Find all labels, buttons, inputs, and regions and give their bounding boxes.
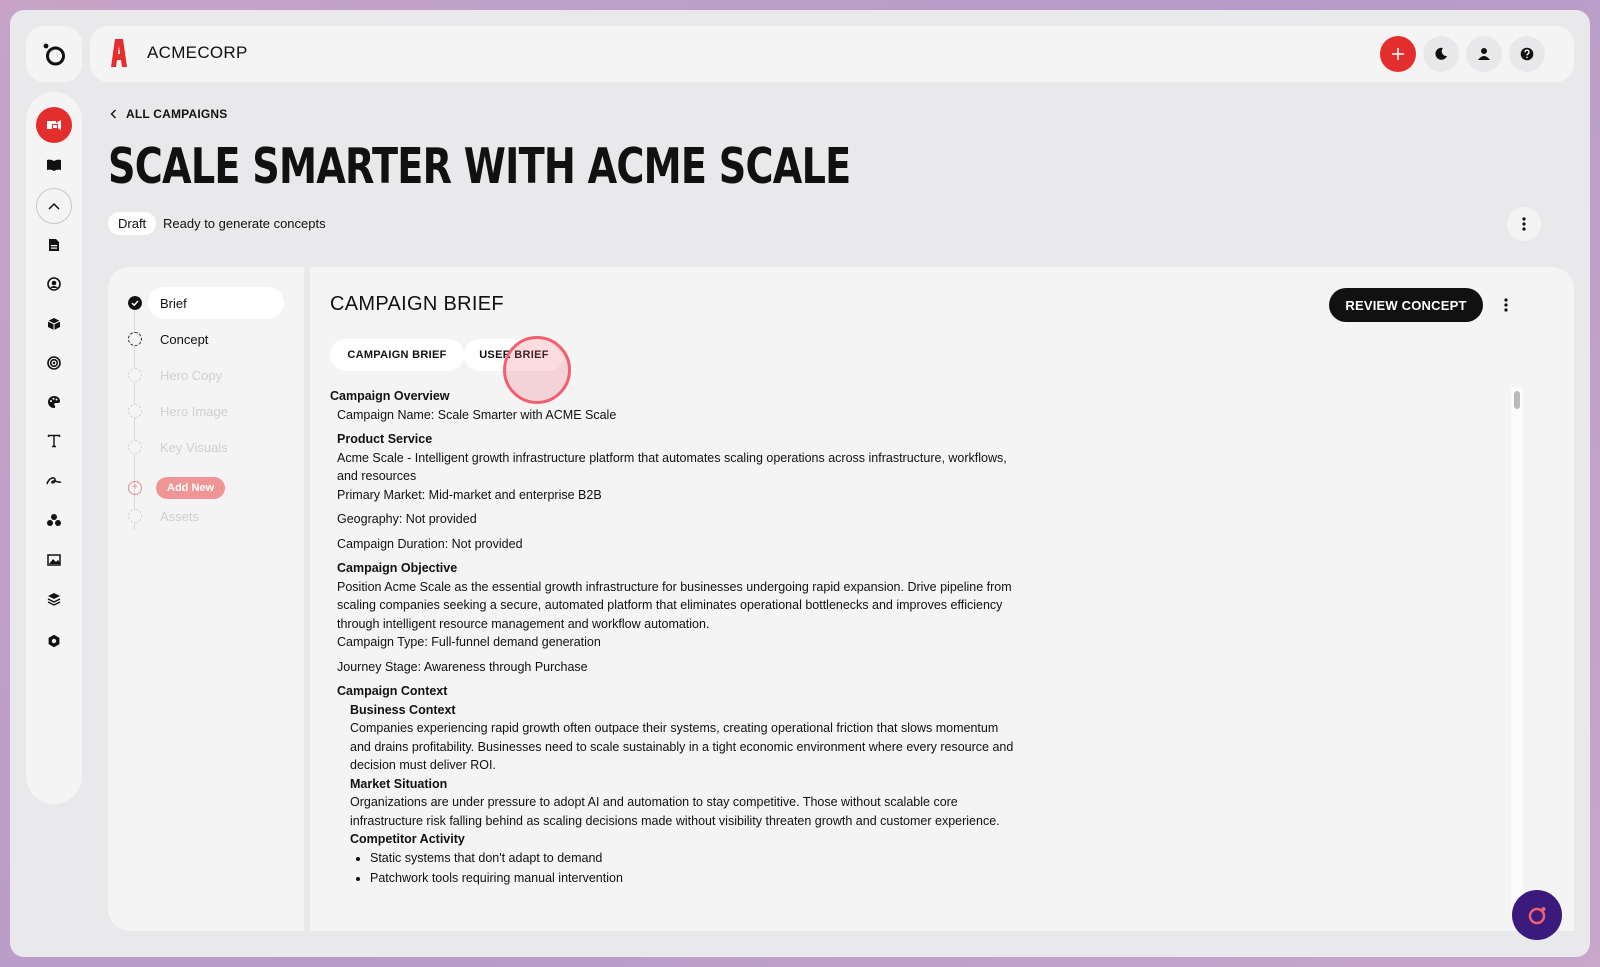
brand-logo-icon [110,38,128,68]
steps-panel [108,267,304,931]
sidebar-item-library[interactable] [36,147,72,183]
product-description: Acme Scale - Intelligent growth infrastructure platform that automates scaling operations across infrastructure, workflows, and resources [337,450,1007,483]
step-hero-image [128,395,284,427]
create-button[interactable] [1380,36,1416,72]
sidebar-item-typography[interactable] [36,423,72,459]
step-label: Brief [160,295,187,311]
help-icon [1520,47,1534,61]
objective-description: Position Acme Scale as the essential growth infrastructure for businesses undergoing rapid expansion. Drive pipeline from scaling companies seeking a secure, automated platform that eliminates operational bottlenecks and improves efficiency through intelligent resource management and workflow automation. [337,579,1012,631]
disabled-step-icon [128,368,142,382]
campaign-type-text: Campaign Type: Full-funnel demand generation [337,635,601,649]
sidebar-item-goals[interactable] [36,345,72,381]
disabled-step-icon [128,509,142,523]
sidebar-item-settings[interactable] [36,623,72,659]
list-item: • Patchwork tools requiring manual intervention [370,869,1020,888]
top-bar [90,26,1574,82]
profile-button[interactable] [1466,36,1502,72]
assistant-icon [1525,903,1549,927]
scrollbar-thumb[interactable] [1514,391,1520,409]
book-icon [46,158,62,172]
assistant-button[interactable] [1512,890,1562,940]
sidebar [26,92,82,804]
plus-icon [1391,47,1405,61]
brief-panel [310,267,1574,931]
click-indicator [503,336,571,404]
step-brief[interactable] [128,287,284,319]
brief-content [330,387,1020,890]
layers-icon [47,592,61,606]
step-label: Hero Image [160,403,228,419]
business-context-text: Companies experiencing rapid growth often outpace their systems, creating operational friction that slows momentum and drains profitability. Businesses need to scale sustainably in a tight economic environment where every resource and decision must deliver ROI. [350,721,1014,772]
palette-icon [47,395,61,409]
panel-more-button[interactable] [1489,288,1523,322]
back-link-label: ALL CAMPAIGNS [126,107,228,121]
step-hero-copy [128,359,284,391]
brand-name: ACMECORP [147,43,248,62]
section-heading: Campaign Context [337,684,448,698]
step-key-visuals [128,431,284,463]
user-circle-icon [47,277,61,291]
sidebar-collapse-toggle[interactable] [36,188,72,224]
pending-step-icon [128,332,142,346]
app-logo[interactable] [26,26,82,82]
sidebar-item-audiences[interactable] [36,502,72,538]
signature-icon [46,474,62,488]
sidebar-item-voice[interactable] [36,463,72,499]
theme-toggle-button[interactable] [1423,36,1459,72]
chevron-up-icon [48,202,60,210]
campaigns-icon [46,118,62,132]
primary-market-text: Primary Market: Mid-market and enterprise B2B [337,487,602,502]
tab-user-brief[interactable]: USER BRIEF [464,339,564,371]
step-label: Key Visuals [160,439,228,455]
help-button[interactable] [1509,36,1545,72]
sidebar-item-images[interactable] [36,542,72,578]
subsection-heading: Market Situation [350,776,448,791]
subsection-heading: Competitor Activity [350,832,465,846]
text-icon [47,434,61,448]
disabled-step-icon [128,440,142,454]
subsection-heading: Business Context [350,702,456,717]
market-situation-text: Organizations are under pressure to adopt AI and automation to stay competitive. Those without scalable core infrastructure risk falling behind as scaling decisions made without visibility threaten growth and customer experience. [350,795,1000,828]
step-concept[interactable] [128,323,284,355]
sidebar-item-campaigns[interactable] [36,107,72,143]
chevron-left-icon [110,109,117,119]
geography-text: Geography: Not provided [337,512,477,526]
status-text: Ready to generate concepts [163,216,326,231]
content-scrollbar[interactable] [1511,387,1523,917]
add-new-step-button[interactable]: Add New [156,477,225,499]
step-assets [128,500,284,532]
sidebar-item-documents[interactable] [36,227,72,263]
sidebar-item-personas[interactable] [36,266,72,302]
panel-title: CAMPAIGN BRIEF [330,293,504,315]
cube-icon [47,317,61,331]
sidebar-item-brand[interactable] [36,384,72,420]
step-label: Concept [160,331,209,347]
moon-icon [1434,47,1448,61]
section-heading: Campaign Overview [330,389,450,403]
page-more-button[interactable] [1507,207,1541,241]
sidebar-item-products[interactable] [36,306,72,342]
section-heading: Campaign Objective [337,561,458,575]
list-item: • Static systems that don't adapt to demand [370,849,1020,868]
more-vertical-icon [1522,217,1526,231]
section-heading: Product Service [337,432,433,446]
sidebar-item-layers[interactable] [36,581,72,617]
tab-campaign-brief[interactable]: CAMPAIGN BRIEF [330,339,464,371]
app-frame [10,10,1590,957]
settings-icon [47,634,61,648]
back-link[interactable] [110,107,228,121]
app-logo-icon [40,40,68,68]
page-title: SCALE SMARTER WITH ACME SCALE [108,138,851,195]
step-label: Assets [160,508,200,524]
review-concept-button[interactable]: REVIEW CONCEPT [1329,288,1483,322]
step-label: Hero Copy [160,367,223,383]
check-circle-icon [128,296,142,310]
document-icon [48,238,60,252]
circles-icon [46,513,62,527]
duration-text: Campaign Duration: Not provided [337,536,523,551]
more-vertical-icon [1504,298,1508,312]
target-icon [47,356,61,370]
user-icon [1477,47,1491,61]
campaign-name-text: Campaign Name: Scale Smarter with ACME Scale [337,407,617,422]
add-step-icon: + [128,481,142,495]
competitor-list [370,849,1020,888]
journey-stage-text: Journey Stage: Awareness through Purchase [337,659,588,674]
image-icon [47,554,61,566]
disabled-step-icon [128,404,142,418]
status-badge: Draft [108,212,156,235]
